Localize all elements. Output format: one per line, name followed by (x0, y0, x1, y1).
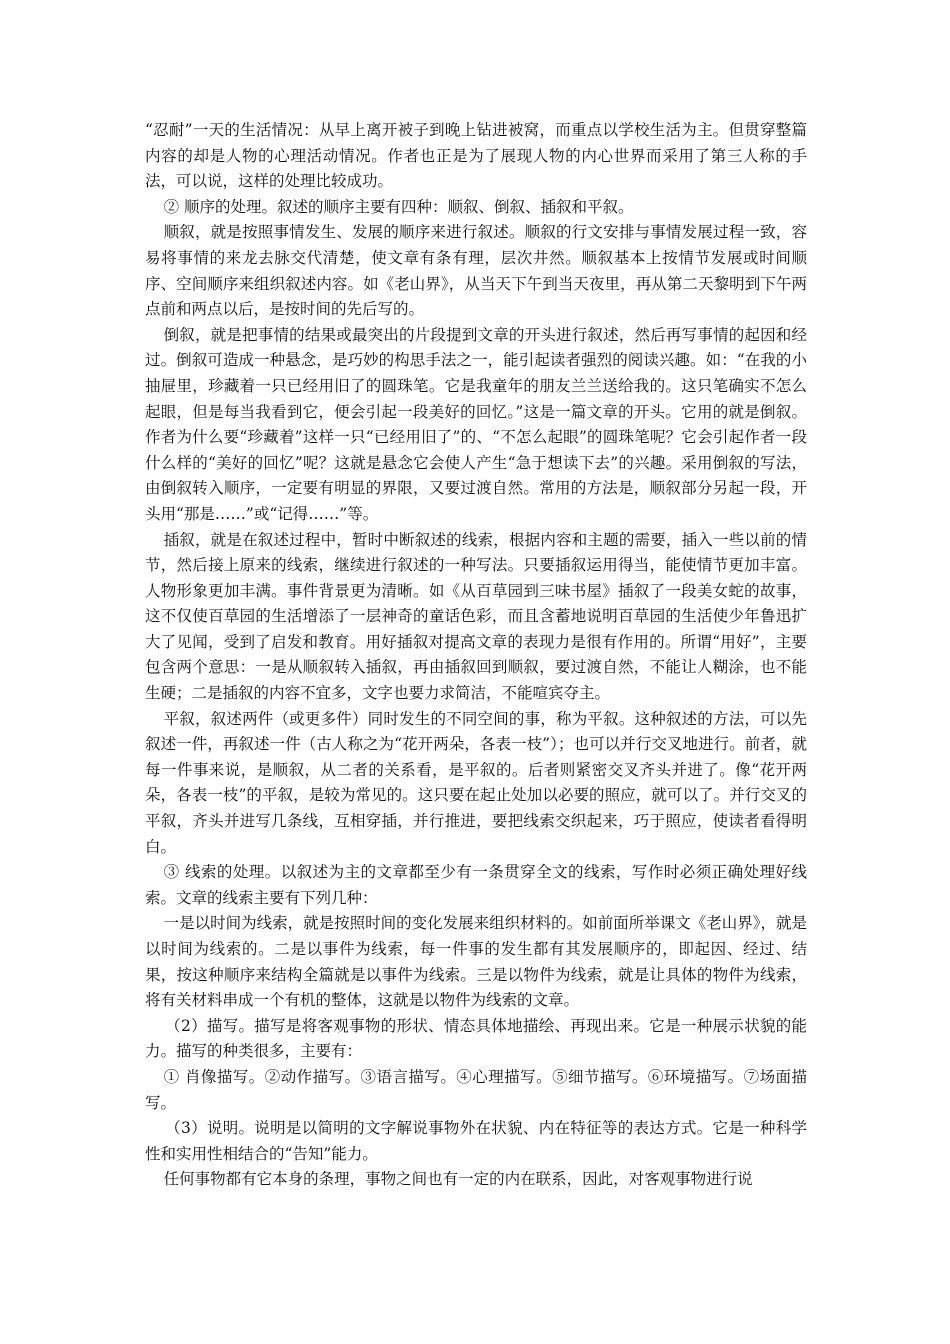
paragraph-final: 任何事物都有它本身的条理，事物之间也有一定的内在联系，因此，对客观事物进行说 (163, 1170, 753, 1189)
paragraph-interpolation: 插叙，就是在叙述过程中，暂时中断叙述的线索，根据内容和主题的需要，插入一些以前的情节，然后接上原来的线索，继续进行叙述的一种写法。只要插叙运用得当，能使情节更加丰富。人物形象更加丰满。事件背景更为清晰。如《从百草园到三味书屋》插叙了一段美女蛇的故事，这不仅使百草园的生活增添了一层神奇的童话色彩，而且含蓄地说明百草园的生活使少年鲁迅扩大了见闻，受到了启发和教育。用好插叙对提高文章的表现力是很有作用的。所谓“用好”，主要包含两个意思：一是从顺叙转入插叙，再由插叙回到顺叙，要过渡自然，不能让人糊涂，也不能生硬；二是插叙的内容不宜多，文字也要力求简洁，不能喧宾夺主。 (145, 530, 807, 703)
paragraph-sequence-heading: ② 顺序的处理。叙述的顺序主要有四种：顺叙、倒叙、插叙和平叙。 (163, 197, 634, 216)
paragraph-clue-types: 一是以时间为线索，就是按照时间的变化发展来组织材料的。如前面所举课文《老山界》，就是以时间为线索的。二是以事件为线索，每一件事的发生都有其发展顺序的，即起因、经过、结果，按这种顺序来结构全篇就是以事件为线索。三是以物件为线索，就是让具体的物件为线索，将有关材料串成一个有机的整体，这就是以物件为线索的文章。 (145, 914, 807, 1010)
paragraph-parallel: 平叙，叙述两件（或更多件）同时发生的不同空间的事，称为平叙。这种叙述的方法，可以先叙述一件，再叙述一件（古人称之为“花开两朵，各表一枝”）；也可以并行交叉地进行。前者，就每一件事来说，是顺叙，从二者的关系看，是平叙的。后者则紧密交叉齐头并进了。像“花开两朵，各表一枝”的平叙，是较为常见的。这只要在起止处加以必要的照应，就可以了。并行交叉的平叙，齐头并进写几条线，互相穿插，并行推进，要把线索交织起来，巧于照应，使读者看得明白。 (145, 709, 807, 856)
paragraph-description-types: ① 肖像描写。②动作描写。③语言描写。④心理描写。⑤细节描写。⑥环境描写。⑦场面描写。 (145, 1067, 807, 1112)
document-body (145, 118, 807, 1193)
paragraph-chronological: 顺叙，就是按照事情发生、发展的顺序来进行叙述。顺叙的行文安排与事情发展过程一致，容易将事情的来龙去脉交代清楚，使文章有条有理，层次井然。顺叙基本上按情节发展或时间顺序、空间顺序来组织叙述内容。如《老山界》，从当天下午到当天夜里，再从第二天黎明到下午两点前和两点以后，是按时间的先后写的。 (145, 223, 807, 319)
paragraph-first-person-note: “忍耐”一天的生活情况：从早上离开被子到晚上钻进被窝，而重点以学校生活为主。但贯穿整篇内容的却是人物的心理活动情况。作者也正是为了展现人物的内心世界而采用了第三人称的手法，可以说，这样的处理比较成功。 (145, 121, 807, 191)
paragraph-description: （2）描写。描写是将客观事物的形状、情态具体地描绘、再现出来。它是一种展示状貌的能力。描写的种类很多，主要有： (145, 1016, 807, 1061)
paragraph-flashback: 倒叙，就是把事情的结果或最突出的片段提到文章的开头进行叙述，然后再写事情的起因和经过。倒叙可造成一种悬念，是巧妙的构思手法之一，能引起读者强烈的阅读兴趣。如：“在我的小抽屉里，珍藏着一只已经用旧了的圆珠笔。它是我童年的朋友兰兰送给我的。这只笔确实不怎么起眼，但是每当我看到它，便会引起一段美好的回忆。”这是一篇文章的开头。它用的就是倒叙。作者为什么要“珍藏着”这样一只“已经用旧了”的、“不怎么起眼”的圆珠笔呢？它会引起作者一段什么样的“美好的回忆”呢？这就是悬念它会使人产生“急于想读下去”的兴趣。采用倒叙的写法，由倒叙转入顺序，一定要有明显的界限，又要过渡自然。常用的方法是，顺叙部分另起一段，开头用“那是……”或“记得……”等。 (145, 325, 807, 523)
paragraph-explanation: （3）说明。说明是以简明的文字解说事物外在状貌、内在特征等的表达方式。它是一种科学性和实用性相结合的“告知”能力。 (145, 1119, 807, 1163)
paragraph-clue-heading: ③ 线索的处理。以叙述为主的文章都至少有一条贯穿全文的线索，写作时必须正确处理好线索。文章的线索主要有下列几种： (145, 863, 807, 907)
